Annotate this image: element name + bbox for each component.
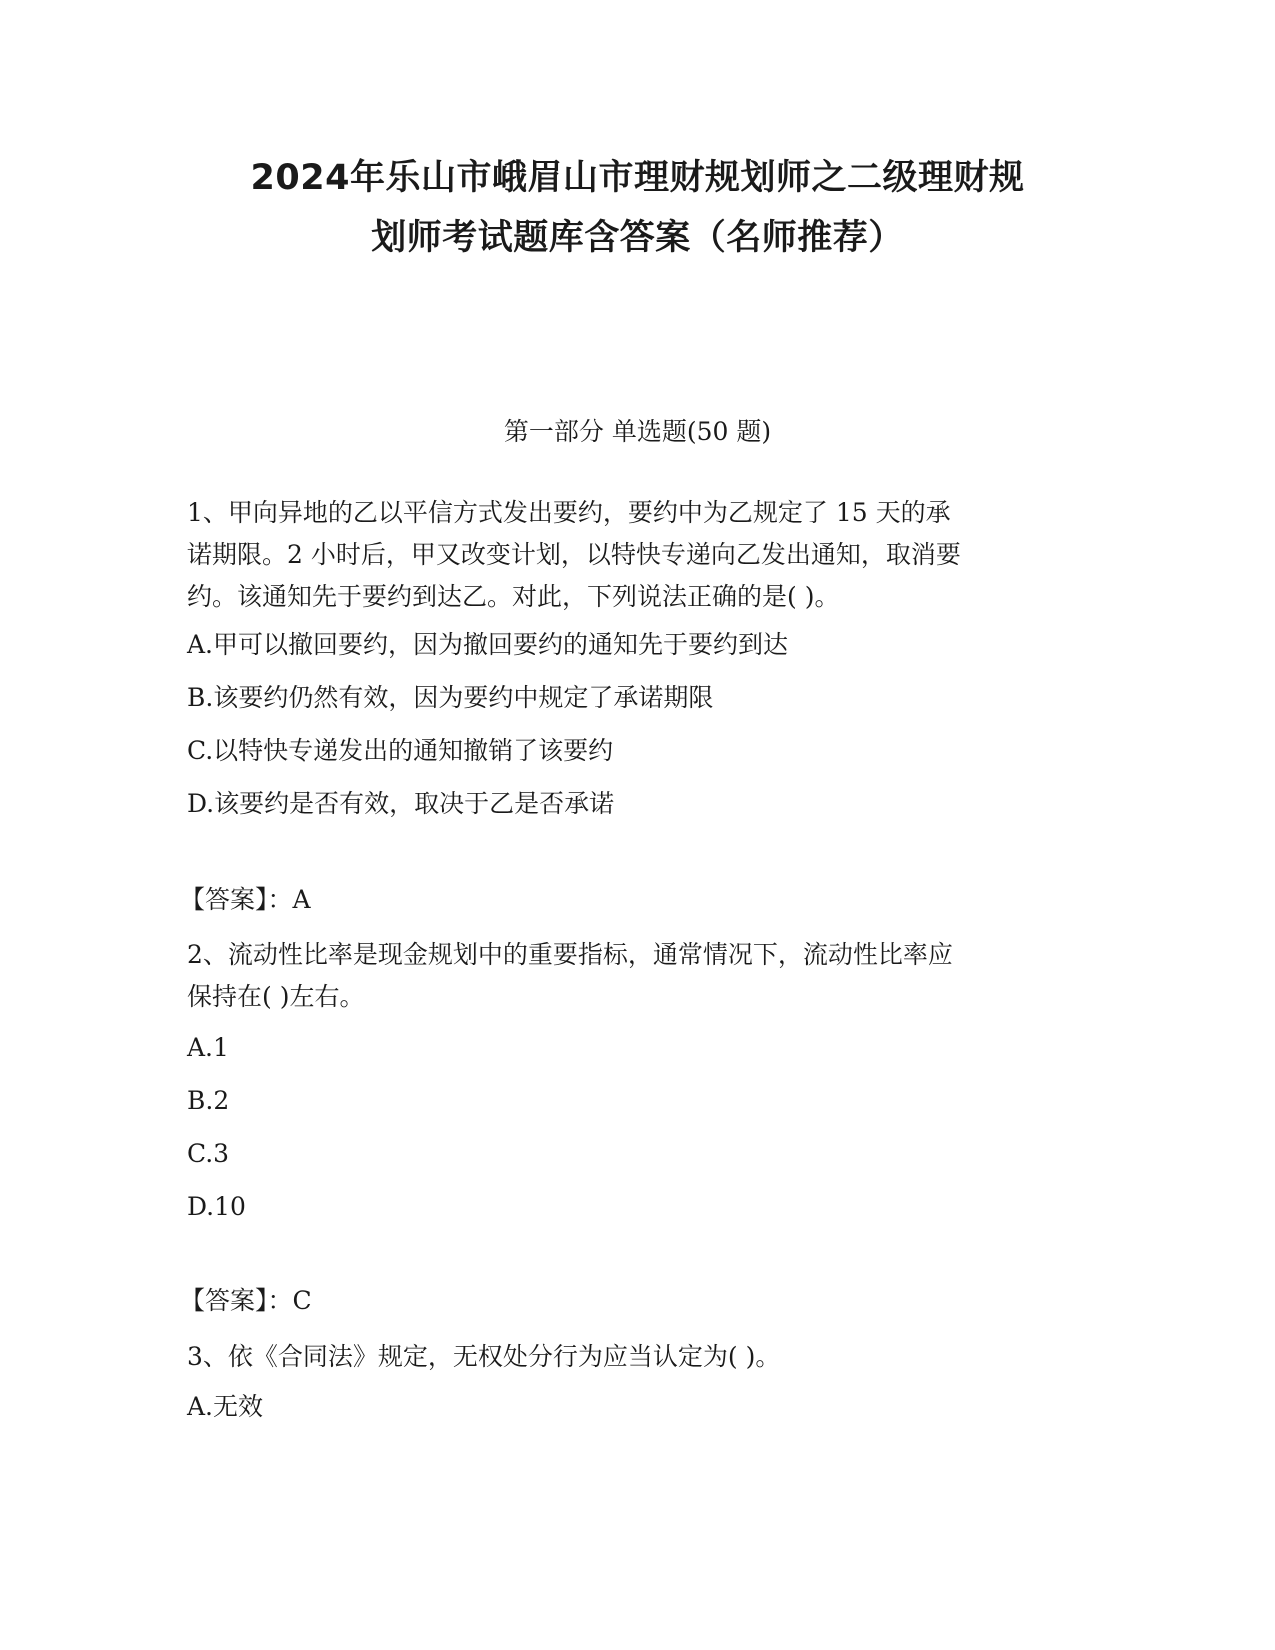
question-2-answer: 【答案】：C bbox=[180, 1286, 312, 1315]
title-line-2: 划师考试题库含答案（名师推荐） bbox=[371, 218, 904, 258]
question-1-stem-line-1: 1、甲向异地的乙以平信方式发出要约，要约中为乙规定了 15 天的承 bbox=[187, 498, 951, 527]
question-1-option-b: B.该要约仍然有效，因为要约中规定了承诺期限 bbox=[187, 683, 714, 712]
question-2-option-c: C.3 bbox=[187, 1139, 230, 1168]
question-2-option-b: B.2 bbox=[187, 1086, 230, 1115]
question-2-option-d: D.10 bbox=[187, 1192, 246, 1221]
question-1-option-a: A.甲可以撤回要约，因为撤回要约的通知先于要约到达 bbox=[187, 630, 789, 659]
question-2-stem-line-1: 2、流动性比率是现金规划中的重要指标，通常情况下，流动性比率应 bbox=[187, 940, 953, 969]
question-1-stem-line-2: 诺期限。2 小时后，甲又改变计划，以特快专递向乙发出通知，取消要 bbox=[187, 540, 961, 569]
question-1-stem bbox=[187, 492, 1087, 618]
question-1-option-c: C.以特快专递发出的通知撤销了该要约 bbox=[187, 736, 614, 765]
question-2-stem-line-2: 保持在( )左右。 bbox=[187, 982, 365, 1011]
question-3-option-a: A.无效 bbox=[187, 1392, 264, 1421]
question-2-stem bbox=[187, 934, 1087, 1018]
question-2-option-a: A.1 bbox=[187, 1033, 229, 1062]
question-1-option-d: D.该要约是否有效，取决于乙是否承诺 bbox=[187, 789, 615, 818]
question-1-answer: 【答案】：A bbox=[180, 885, 311, 914]
title-line-1: 2024年乐山市峨眉山市理财规划师之二级理财规 bbox=[250, 158, 1025, 198]
document-title bbox=[150, 148, 1125, 268]
question-3-stem bbox=[187, 1336, 1087, 1378]
question-3-stem-line-1: 3、依《合同法》规定，无权处分行为应当认定为( )。 bbox=[187, 1342, 781, 1371]
question-1-stem-line-3: 约。该通知先于要约到达乙。对此，下列说法正确的是( )。 bbox=[187, 582, 840, 611]
section-heading: 第一部分 单选题(50 题) bbox=[503, 417, 772, 446]
